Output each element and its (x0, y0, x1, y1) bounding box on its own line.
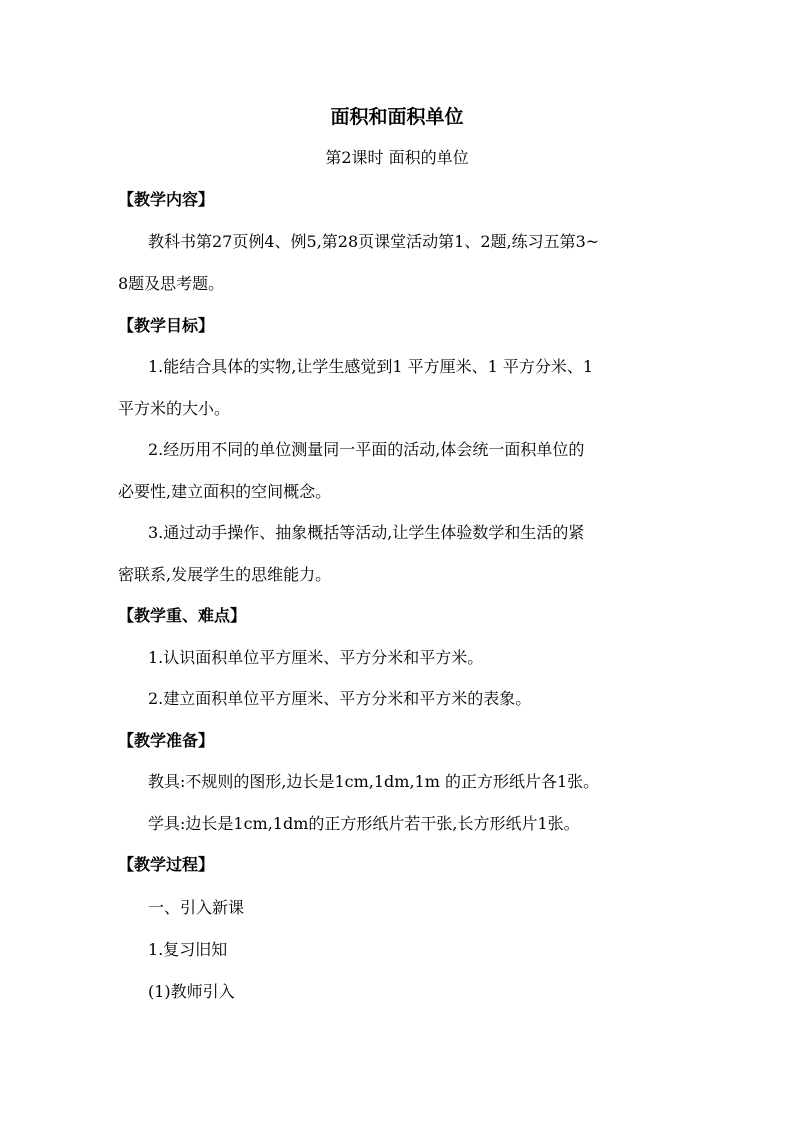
goal-text-line: 密联系,发展学生的思维能力。 (118, 565, 332, 584)
section-heading-key-points: 【教学重、难点】 (118, 606, 247, 625)
content-text-line: 8题及思考题。 (118, 274, 225, 293)
goal-text-line: 3.通过动手操作、抽象概括等活动,让学生体验数学和生活的紧 (148, 523, 585, 542)
process-step-text: 1.复习旧知 (148, 940, 228, 959)
section-heading-goals: 【教学目标】 (118, 316, 215, 335)
section-heading-preparation: 【教学准备】 (118, 731, 215, 750)
goal-text-line: 必要性,建立面积的空间概念。 (118, 482, 332, 501)
section-heading-process: 【教学过程】 (118, 855, 215, 874)
document-title: 面积和面积单位 (330, 106, 464, 128)
document-subtitle: 第2课时 面积的单位 (325, 148, 469, 167)
goal-text-line: 2.经历用不同的单位测量同一平面的活动,体会统一面积单位的 (148, 440, 585, 459)
key-point-text: 1.认识面积单位平方厘米、平方分米和平方米。 (148, 648, 484, 667)
goal-text-line: 1.能结合具体的实物,让学生感觉到1 平方厘米、1 平方分米、1 (148, 357, 594, 376)
process-step-text: (1)教师引入 (148, 982, 235, 1001)
process-step-text: 一、引入新课 (148, 898, 245, 917)
preparation-student-text: 学具:边长是1cm,1dm的正方形纸片若干张,长方形纸片1张。 (148, 814, 580, 833)
section-heading-content: 【教学内容】 (118, 190, 215, 209)
preparation-teacher-text: 教具:不规则的图形,边长是1cm,1dm,1m 的正方形纸片各1张。 (148, 772, 600, 791)
key-point-text: 2.建立面积单位平方厘米、平方分米和平方米的表象。 (148, 689, 532, 708)
content-text-line: 教科书第27页例4、例5,第28页课堂活动第1、2题,练习五第3~ (148, 232, 600, 251)
goal-text-line: 平方米的大小。 (118, 399, 231, 418)
